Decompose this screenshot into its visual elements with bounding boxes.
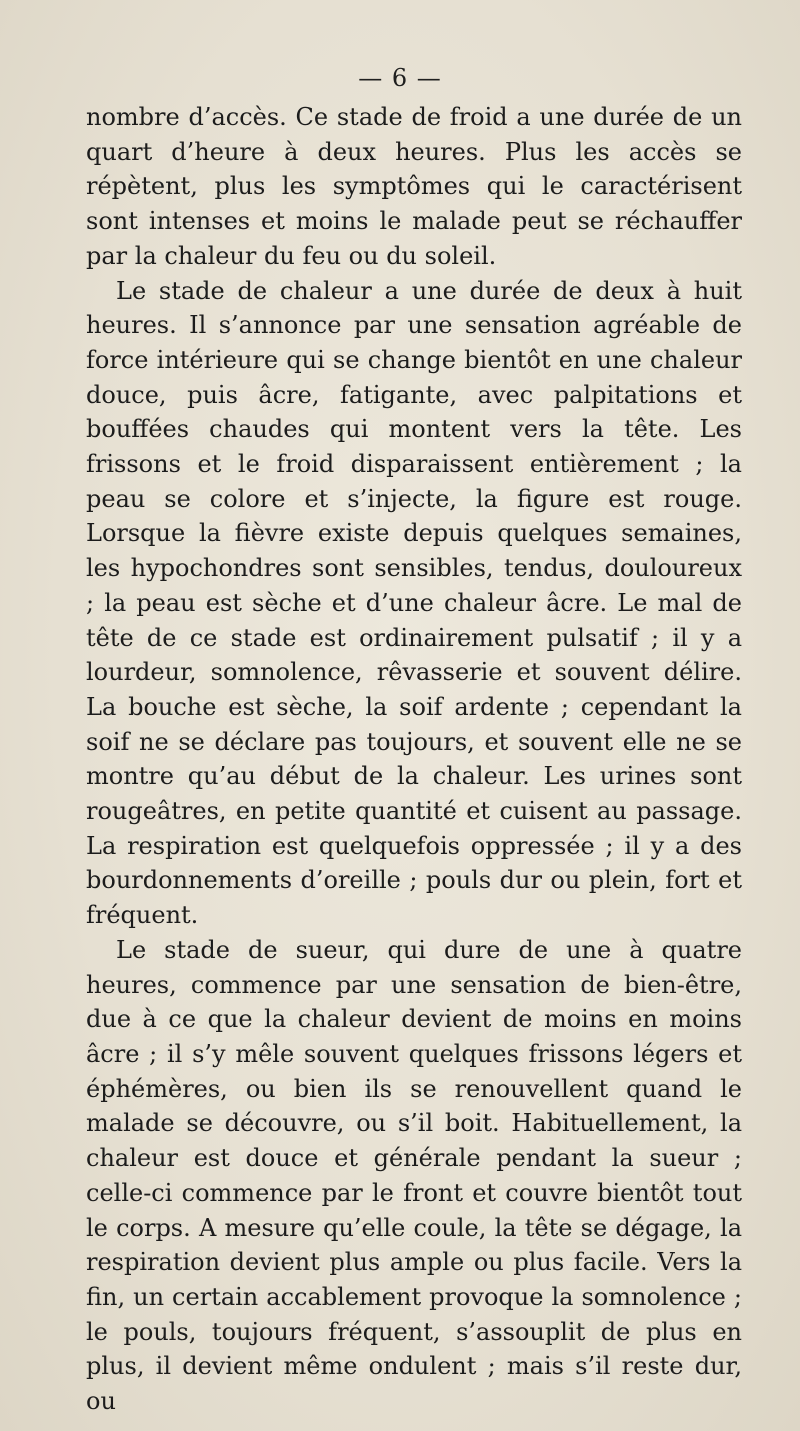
paragraph-sweat-stage: Le stade de sueur, qui dure de une à quatre heures, commence par une sensation de bien-être, due à ce que la chaleur devient de moins en moins âcre ; il s’y mêle souvent quelques frissons légers et éphémères, ou bien ils se renouvellent quand le malade se découvre, ou s’il boit. Habituellement, la chaleur est douce et générale pendant la sueur ; celle-ci commence par le front et couvre bientôt tout le corps. A mesure qu’elle coule, la tête se dégage, la respiration devient plus ample ou plus facile. Vers la fin, un certain accablement provoque la somnolence ; le pouls, toujours fréquent, s’assouplit de plus en plus, il devient même ondulent ; mais s’il reste dur, ou xyxy=(86,935,742,1416)
paragraph-heat-stage: Le stade de chaleur a une durée de deux à huit heures. Il s’annonce par une sensation agréable de force intérieure qui se change bientôt en une chaleur douce, puis âcre, fatigante, avec palpitations et bouffées chaudes qui montent vers la tête. Les frissons et le froid disparaissent entièrement ; la peau se colore et s’injecte, la figure est rouge. Lorsque la fièvre existe depuis quelques semaines, les hypochondres sont sensibles, tendus, douloureux ; la peau est sèche et d’une chaleur âcre. Le mal de tête de ce stade est ordinairement pulsatif ; il y a lourdeur, somnolence, rêvasserie et souvent délire. La bouche est sèche, la soif ardente ; cependant la soif ne se déclare pas toujours, et souvent elle ne se montre qu’au début de la chaleur. Les urines sont rougeâtres, en petite quantité et cuisent au passage. La respiration est quelquefois oppressée ; il y a des bourdonnements d’oreille ; pouls dur ou plein, fort et fréquent. xyxy=(86,276,742,930)
page-number-header: — 6 — xyxy=(358,64,442,92)
page-body xyxy=(86,100,742,1419)
paragraph-continuation: nombre d’accès. Ce stade de froid a une durée de un quart d’heure à deux heures. Plus les accès se répètent, plus les symptômes qui le caractérisent sont intenses et moins le malade peut se réchauffer par la chaleur du feu ou du soleil. xyxy=(86,103,742,270)
